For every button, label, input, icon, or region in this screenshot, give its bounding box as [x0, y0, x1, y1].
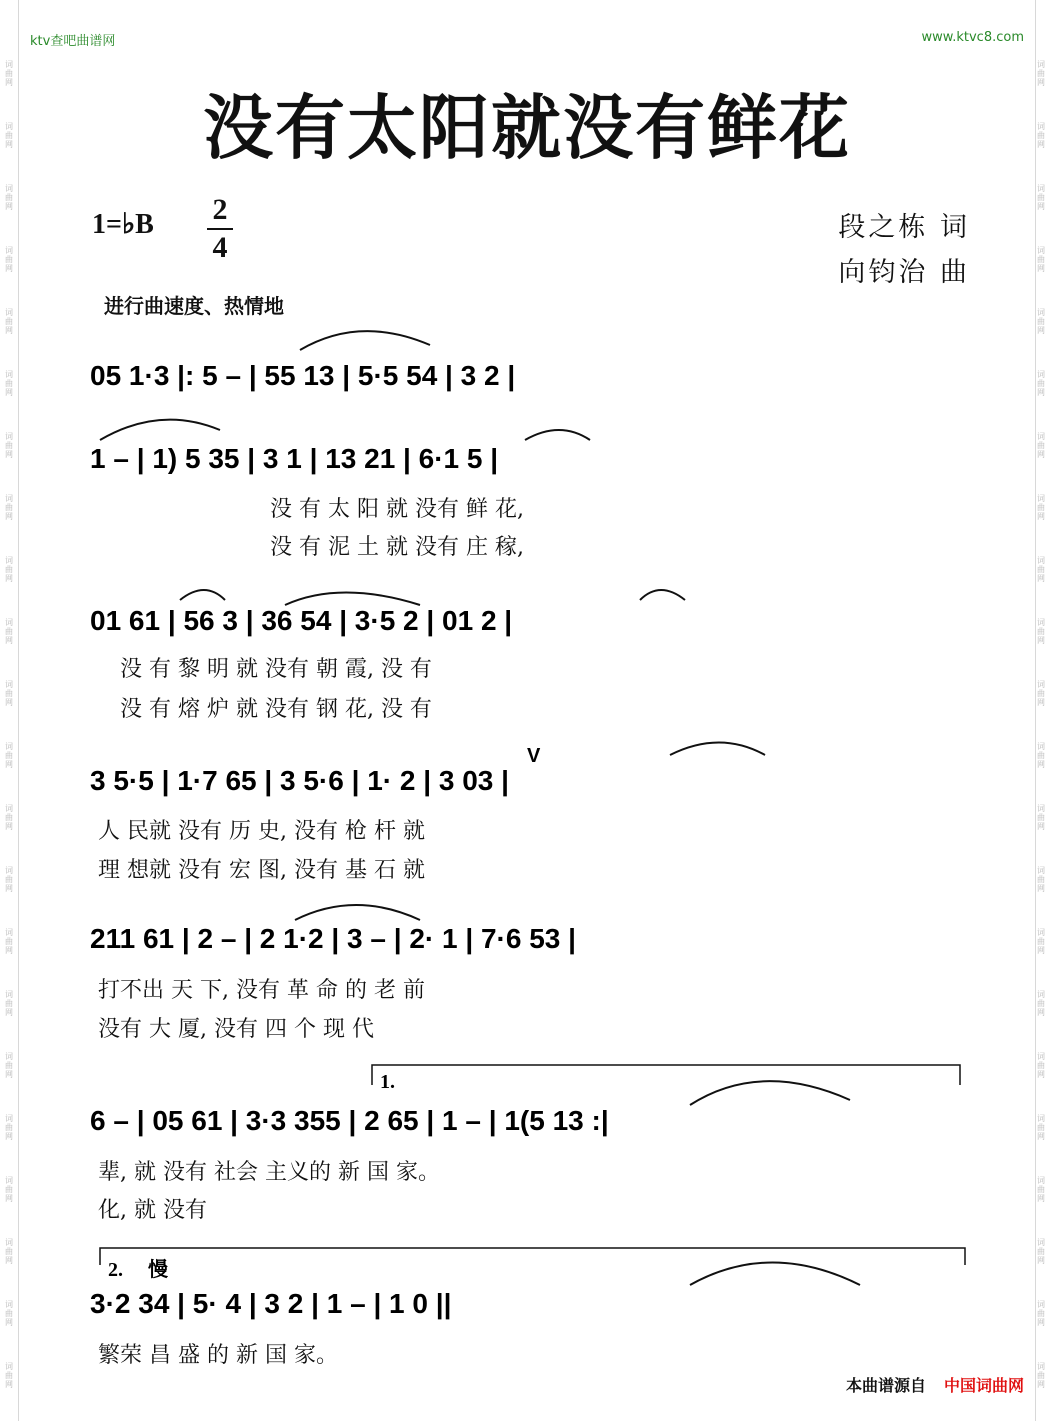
side-watermark: 词曲网: [5, 928, 13, 955]
side-watermark: 词曲网: [5, 308, 13, 335]
side-watermark: 词曲网: [5, 1300, 13, 1327]
lyric-line-3b: 没 有 熔 炉 就 没有 钢 花, 没 有: [120, 697, 432, 722]
notes-line-1: 05 1·3 |: 5 – | 55 13 | 5·5 54 | 3 2 |: [90, 360, 516, 391]
volta-second-bracket: [100, 1248, 965, 1265]
composer-credit: 向钧治 曲: [838, 257, 970, 288]
side-watermark: 词曲网: [5, 618, 13, 645]
slur: [300, 331, 430, 350]
notes-line-3: 01 61 | 56 3 | 36 54 | 3·5 2 | 01 2 |: [90, 605, 513, 636]
side-watermark: 词曲网: [5, 1362, 13, 1389]
lyric-line-5b: 没有 大 厦, 没有 四 个 现 代: [98, 1017, 374, 1042]
slur: [525, 430, 590, 440]
slur: [295, 905, 420, 920]
lyric-line-2b: 没 有 泥 土 就 没有 庄 稼,: [270, 535, 524, 560]
side-watermark: 词曲网: [1037, 680, 1045, 707]
lyric-line-7a: 繁荣 昌 盛 的 新 国 家。: [98, 1343, 338, 1368]
side-watermark: 词曲网: [1037, 308, 1045, 335]
breath-mark: V: [527, 745, 541, 767]
volta-second-tempo: 慢: [148, 1257, 168, 1281]
side-watermark: 词曲网: [1037, 184, 1045, 211]
lyric-line-2a: 没 有 太 阳 就 没有 鲜 花,: [270, 497, 524, 522]
slur: [100, 420, 220, 440]
header-site-left[interactable]: ktv查吧曲谱网: [30, 34, 116, 49]
side-watermark: 词曲网: [5, 494, 13, 521]
lyric-line-6b: 化, 就 没有: [98, 1198, 207, 1223]
lyric-line-4a: 人 民就 没有 历 史, 没有 枪 杆 就: [98, 819, 425, 844]
side-watermark: 词曲网: [5, 1052, 13, 1079]
side-watermark: 词曲网: [5, 370, 13, 397]
side-watermark: 词曲网: [1037, 928, 1045, 955]
slur: [690, 1263, 860, 1286]
side-watermark: 词曲网: [5, 990, 13, 1017]
side-watermark: 词曲网: [1037, 990, 1045, 1017]
side-watermark: 词曲网: [1037, 742, 1045, 769]
side-watermark: 词曲网: [5, 246, 13, 273]
side-watermark: 词曲网: [1037, 432, 1045, 459]
side-watermark: 词曲网: [1037, 1362, 1045, 1389]
time-signature-bottom: 4: [212, 231, 228, 264]
side-watermark: 词曲网: [1037, 556, 1045, 583]
side-watermark: 词曲网: [1037, 866, 1045, 893]
side-watermark: 词曲网: [1037, 1238, 1045, 1265]
side-watermark: 词曲网: [5, 556, 13, 583]
side-watermark: 词曲网: [5, 1238, 13, 1265]
side-watermark: 词曲网: [5, 122, 13, 149]
lyric-line-6a: 辈, 就 没有 社会 主义的 新 国 家。: [98, 1160, 440, 1185]
notes-line-2: 1 – | 1) 5 35 | 3 1 | 13 21 | 6·1 5 |: [90, 443, 499, 474]
side-watermark: 词曲网: [5, 1114, 13, 1141]
side-watermark: 词曲网: [5, 184, 13, 211]
side-watermark: 词曲网: [1037, 60, 1045, 87]
volta-first-bracket: [372, 1065, 960, 1085]
side-watermark: 词曲网: [1037, 370, 1045, 397]
source-label: 本曲谱源自: [845, 1376, 926, 1395]
side-watermark: 词曲网: [5, 680, 13, 707]
side-watermark: 词曲网: [1037, 1052, 1045, 1079]
side-watermark: 词曲网: [1037, 804, 1045, 831]
side-watermark: 词曲网: [1037, 1300, 1045, 1327]
side-watermark: 词曲网: [5, 432, 13, 459]
tempo-marking: 进行曲速度、热情地: [104, 294, 284, 318]
side-watermark: 词曲网: [5, 60, 13, 87]
slur: [640, 590, 685, 600]
side-watermark: 词曲网: [5, 1176, 13, 1203]
side-watermark: 词曲网: [1037, 1176, 1045, 1203]
key-signature: 1=♭B: [92, 209, 154, 240]
song-title: 没有太阳就没有鲜花: [203, 86, 851, 169]
slurs: [100, 331, 860, 1285]
header-site-right[interactable]: www.ktvc8.com: [921, 30, 1024, 45]
slur: [285, 593, 420, 606]
source-credit: [846, 1373, 1024, 1396]
time-signature-top: 2: [212, 193, 228, 226]
lyric-line-4b: 理 想就 没有 宏 图, 没有 基 石 就: [98, 858, 425, 883]
side-watermark: 词曲网: [1037, 122, 1045, 149]
side-watermark: 词曲网: [1037, 1114, 1045, 1141]
volta-first-label: 1.: [380, 1071, 395, 1093]
volta-second-label: 2.: [108, 1259, 123, 1281]
side-watermark: 词曲网: [1037, 494, 1045, 521]
lyric-line-3a: 没 有 黎 明 就 没有 朝 霞, 没 有: [120, 657, 432, 682]
side-watermark: 词曲网: [5, 742, 13, 769]
side-watermark: 词曲网: [5, 866, 13, 893]
notes-line-5: 211 61 | 2 – | 2 1·2 | 3 – | 2· 1 | 7·6 53 |: [90, 923, 576, 954]
notes-line-4: 3 5·5 | 1·7 65 | 3 5·6 | 1· 2 | 3 03 |: [90, 765, 509, 796]
source-site-link[interactable]: 中国词曲网: [943, 1376, 1024, 1395]
lyric-line-5a: 打不出 天 下, 没有 革 命 的 老 前: [98, 978, 425, 1003]
slur: [670, 743, 765, 756]
lyricist-credit: 段之栋 词: [838, 212, 970, 243]
slur: [180, 590, 225, 600]
side-watermark: 词曲网: [5, 804, 13, 831]
side-watermark: 词曲网: [1037, 618, 1045, 645]
side-watermark: 词曲网: [1037, 246, 1045, 273]
notes-line-7: 3·2 34 | 5· 4 | 3 2 | 1 – | 1 0 ||: [90, 1288, 452, 1319]
slur: [690, 1081, 850, 1105]
notes-line-6: 6 – | 05 61 | 3·3 355 | 2 65 | 1 – | 1(5 13 :|: [90, 1105, 609, 1136]
